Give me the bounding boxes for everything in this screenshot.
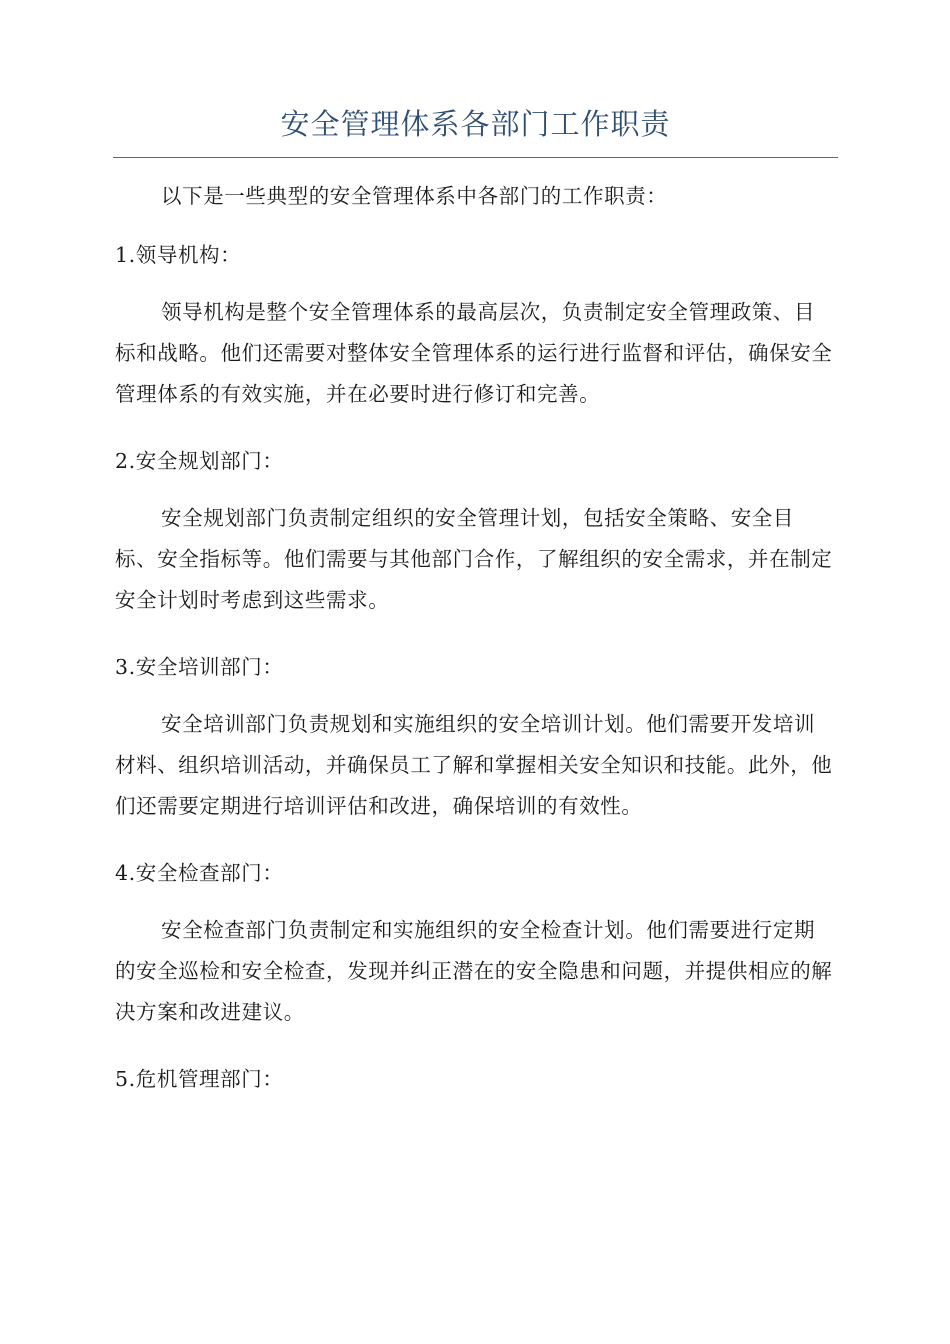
section-heading-2: 2.安全规划部门： xyxy=(115,449,284,473)
title-underline xyxy=(113,157,838,158)
section-heading-4: 4.安全检查部门： xyxy=(115,861,284,885)
section-body-3: 安全培训部门负责规划和实施组织的安全培训计划。他们需要开发培训材料、组织培训活动，并确保员工了解和掌握相关安全知识和技能。此外，他们还需要定期进行培训评估和改进，确保培训的有效性。 xyxy=(115,712,833,818)
section-body-4: 安全检查部门负责制定和实施组织的安全检查计划。他们需要进行定期的安全巡检和安全检查，发现并纠正潜在的安全隐患和问题，并提供相应的解决方案和改进建议。 xyxy=(115,918,833,1024)
section-body-2: 安全规划部门负责制定组织的安全管理计划，包括安全策略、安全目标、安全指标等。他们需要与其他部门合作，了解组织的安全需求，并在制定安全计划时考虑到这些需求。 xyxy=(115,506,833,612)
section-heading-5: 5.危机管理部门： xyxy=(115,1067,284,1091)
document-title: 安全管理体系各部门工作职责 xyxy=(280,107,671,141)
section-heading-3: 3.安全培训部门： xyxy=(115,655,284,679)
section-heading-1: 1.领导机构： xyxy=(115,243,242,267)
intro-paragraph: 以下是一些典型的安全管理体系中各部门的工作职责： xyxy=(161,184,668,208)
section-body-1: 领导机构是整个安全管理体系的最高层次，负责制定安全管理政策、目标和战略。他们还需要对整体安全管理体系的运行进行监督和评估，确保安全管理体系的有效实施，并在必要时进行修订和完善。 xyxy=(115,300,833,406)
